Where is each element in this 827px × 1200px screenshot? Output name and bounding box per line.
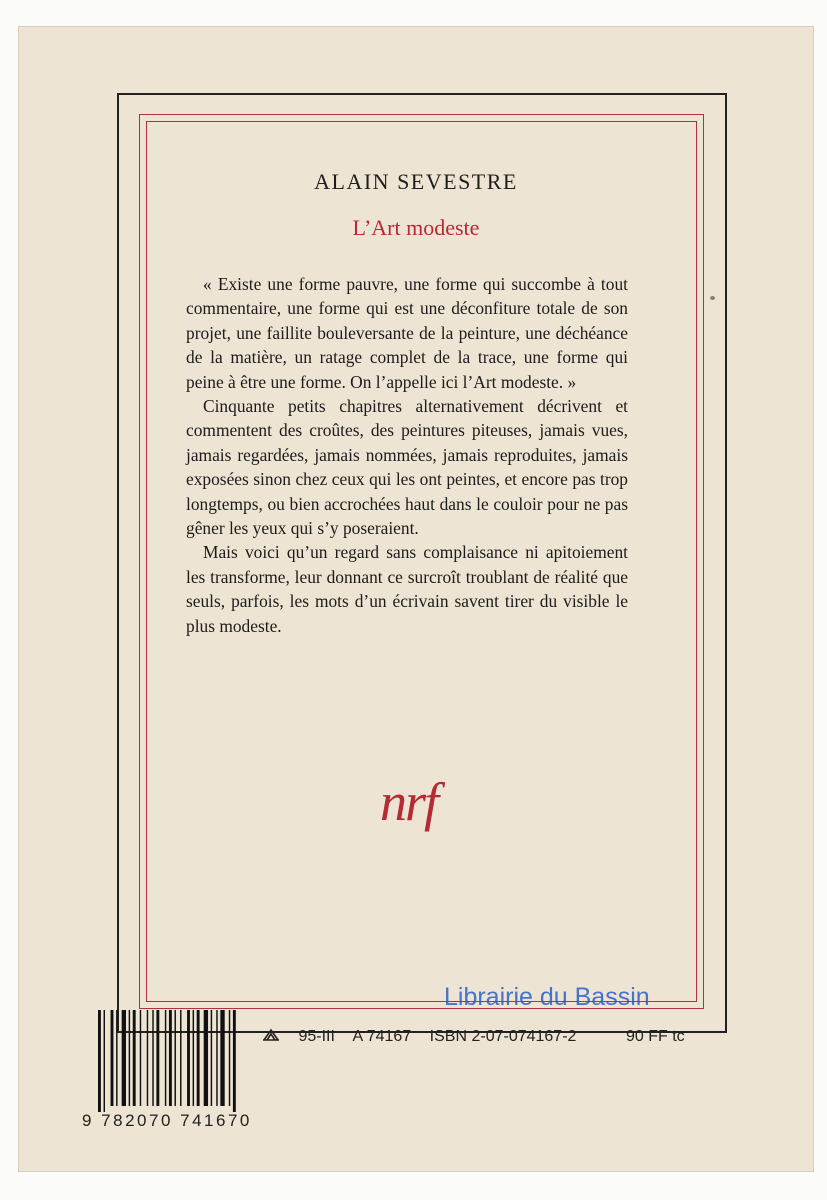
nrf-logo: nrf [380, 772, 438, 832]
barcode-bar [104, 1010, 105, 1112]
bookseller-watermark: Librairie du Bassin [444, 983, 650, 1011]
barcode-digits: 9 782070 741670 [82, 1111, 252, 1130]
isbn: ISBN 2-07-074167-2 [429, 1028, 577, 1045]
blurb-text [186, 272, 628, 638]
catalog-info [262, 1028, 590, 1046]
barcode-bar [98, 1010, 101, 1112]
gallimard-mark-icon [262, 1028, 284, 1045]
barcode-bar [233, 1010, 236, 1112]
book-title: L’Art modeste [352, 215, 480, 240]
barcode-bar [156, 1010, 159, 1106]
barcode-bar [116, 1010, 117, 1106]
author-name: ALAIN SEVESTRE [314, 169, 518, 194]
barcode-bar [165, 1010, 166, 1106]
barcode-bar [187, 1010, 190, 1106]
barcode-bar [220, 1010, 224, 1106]
price: 90 FF tc [626, 1028, 685, 1045]
barcode-bar [111, 1010, 114, 1106]
book-back-cover [18, 26, 814, 1172]
catalog-ref: A 74167 [352, 1028, 412, 1045]
barcode [96, 1010, 248, 1112]
barcode-bar [152, 1010, 153, 1106]
barcode-bar [175, 1010, 176, 1106]
catalog-code: 95-III [298, 1028, 335, 1045]
barcode-bar [229, 1010, 230, 1106]
blurb-paragraph: Mais voici qu’un regard sans complaisance ni apitoiement les transforme, leur donnant ce surcroît troublant de réalité que seuls, parfois, les mots d’un écrivain savent tirer du visible le plus modeste. [186, 542, 628, 636]
blurb-paragraph: « Existe une forme pauvre, une forme qui succombe à tout commentaire, une forme qui est une déconfiture totale de son projet, une faillite bouleversante de la peinture, une déchéance de la matière, un ratage complet de la trace, une forme qui peine à être une forme. On l’appelle ici l’Art modeste. » [186, 274, 628, 392]
barcode-bar [122, 1010, 126, 1106]
barcode-bar [180, 1010, 181, 1106]
barcode-bar [169, 1010, 172, 1106]
barcode-bar [204, 1010, 208, 1106]
barcode-bar [216, 1010, 217, 1106]
barcode-bar [147, 1010, 148, 1106]
barcode-bar [140, 1010, 141, 1106]
barcode-bar [197, 1010, 200, 1106]
barcode-bar [133, 1010, 136, 1106]
dust-speck [710, 296, 715, 300]
barcode-bar [193, 1010, 194, 1106]
blurb-paragraph: Cinquante petits chapitres alternativement décrivent et commentent des croûtes, des peintures piteuses, jamais vues, jamais regardées, jamais nommées, jamais reproduites, jamais exposées sinon chez ceux qui les ont peintes, et encore pas trop longtemps, ou bien accrochées haut dans le couloir pour ne pas gêner les yeux qui s’y poseraient. [186, 396, 628, 539]
barcode-bar [129, 1010, 130, 1106]
barcode-bar [211, 1010, 212, 1106]
